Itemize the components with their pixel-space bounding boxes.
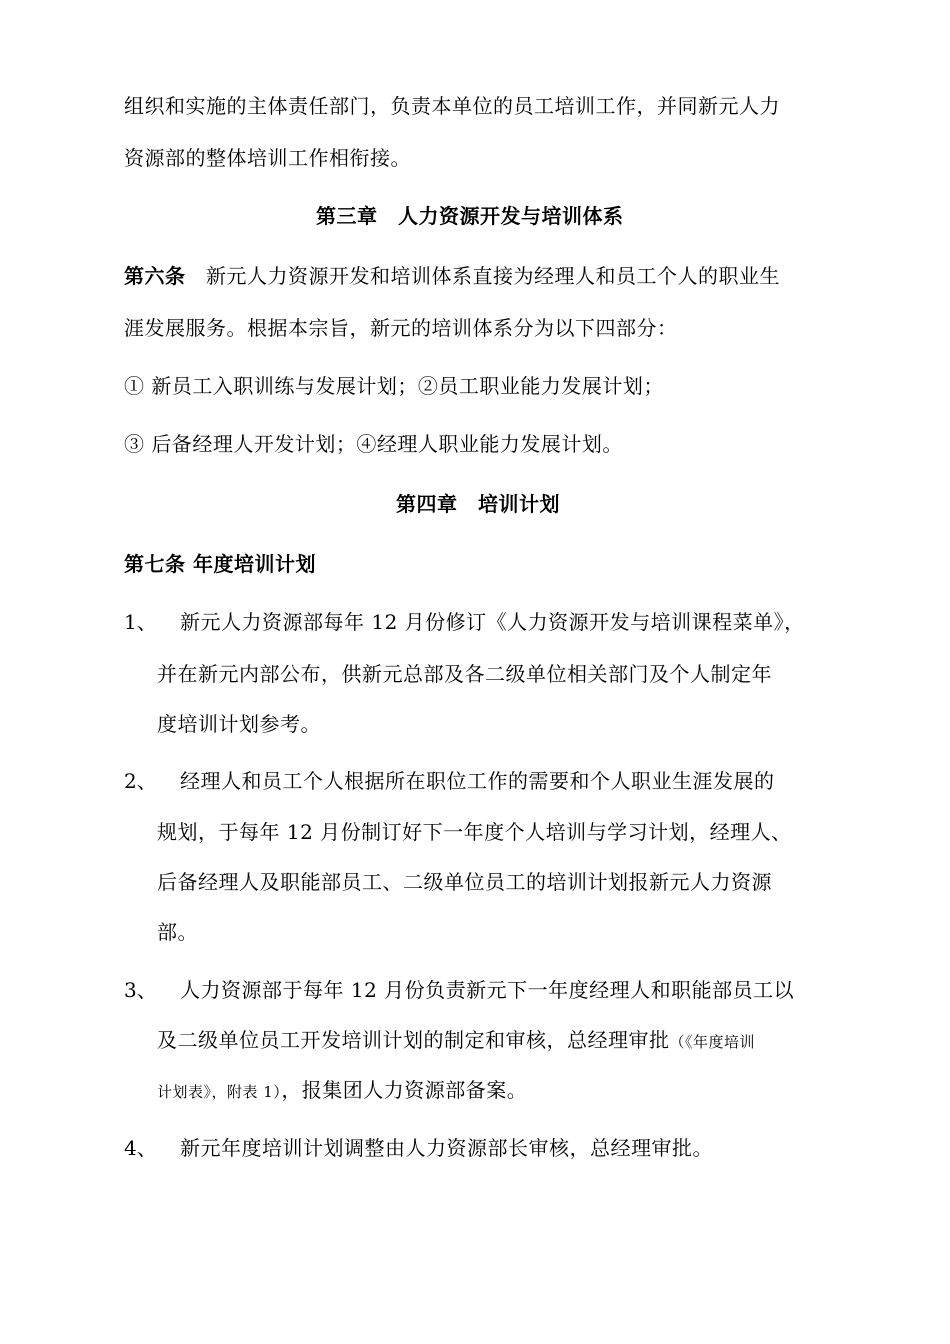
list-number: 3、	[124, 978, 157, 1002]
list-item-line: 经理人和员工个人根据所在职位工作的需要和个人职业生涯发展的	[180, 769, 775, 793]
article-heading: 第七条 年度培训计划	[124, 552, 316, 576]
list-item-note: （《年度培训	[669, 1033, 756, 1051]
list-item-line: 度培训计划参考。	[157, 712, 321, 736]
article-label: 第六条	[124, 264, 186, 288]
paragraph-line: ① 新员工入职训练与发展计划；②员工职业能力发展计划；	[124, 374, 664, 398]
list-number: 1、	[124, 610, 157, 634]
article-first-line	[124, 262, 780, 290]
list-item-line: 新元年度培训计划调整由人力资源部长审核，总经理审批。	[180, 1136, 713, 1160]
list-number: 2、	[124, 769, 157, 793]
chapter-heading: 第四章 培训计划	[396, 492, 560, 516]
list-item-line: 并在新元内部公布，供新元总部及各二级单位相关部门及个人制定年	[157, 662, 772, 686]
list-item-line: 部。	[157, 920, 198, 944]
list-item-line: 规划，于每年 12 月份制订好下一年度个人培训与学习计划，经理人、	[157, 820, 792, 844]
paragraph-line: 组织和实施的主体责任部门，负责本单位的员工培训工作，并同新元人力	[124, 94, 780, 118]
list-item-line	[157, 1026, 755, 1056]
list-number: 4、	[124, 1136, 157, 1160]
list-item-line: 新元人力资源部每年 12 月份修订《人力资源开发与培训课程菜单》，	[180, 610, 805, 634]
list-item-line: 人力资源部于每年 12 月份负责新元下一年度经理人和职能部员工以	[180, 978, 795, 1002]
paragraph-line: 资源部的整体培训工作相衔接。	[124, 146, 411, 170]
article-text: 新元人力资源开发和培训体系直接为经理人和员工个人的职业生	[185, 264, 780, 288]
list-item-line	[157, 1076, 527, 1106]
chapter-heading: 第三章 人力资源开发与培训体系	[316, 204, 624, 228]
paragraph-line: 涯发展服务。根据本宗旨，新元的培训体系分为以下四部分：	[124, 316, 678, 340]
paragraph-line: ③ 后备经理人开发计划；④经理人职业能力发展计划。	[124, 432, 623, 456]
list-item-line: 后备经理人及职能部员工、二级单位员工的培训计划报新元人力资源	[157, 870, 772, 894]
list-item-text: ，报集团人力资源部备案。	[281, 1078, 528, 1102]
list-item-note: 计划表》，附表 1）	[157, 1083, 282, 1101]
list-item-text: 及二级单位员工开发培训计划的制定和审核，总经理审批	[157, 1028, 670, 1052]
